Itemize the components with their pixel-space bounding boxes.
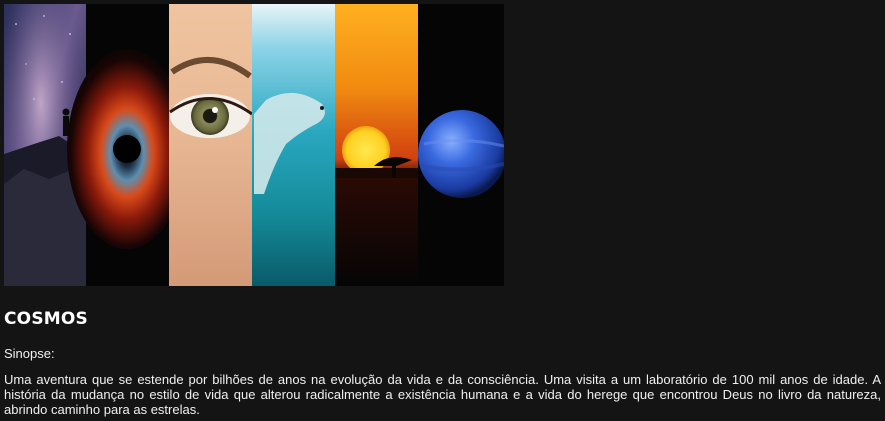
synopsis-text: Uma aventura que se estende por bilhões de anos na evolução da vida e da consciência. Uma visita a um laboratório de 100 mil anos de idade. A história da mudança no estilo de vida que alterou radicalmente a existência humana e a vida do herege que encontrou Deus no livro da natureza, abrindo caminho para as estrelas. <box>4 372 881 417</box>
synopsis-label: Sinopse: <box>4 346 55 361</box>
cosmos-banner-image <box>4 4 504 286</box>
planet-panel <box>418 4 504 286</box>
polar-bear-panel <box>252 4 335 286</box>
human-eye-panel <box>169 4 252 286</box>
page-title: COSMOS <box>4 309 88 329</box>
sunset-panel <box>335 4 418 286</box>
